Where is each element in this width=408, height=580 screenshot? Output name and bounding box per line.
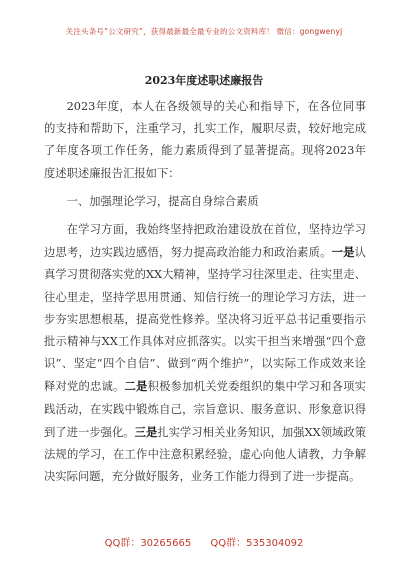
document-title: 2023年度述职述廉报告	[144, 74, 264, 87]
point-one-label: 一是	[331, 245, 355, 260]
qq-group-2: QQ群：535304092	[210, 538, 304, 549]
study-paragraph	[44, 219, 366, 488]
header-note: 关注头条号“公文研究”，获得最新最全最专业的公文资料库！ 微信：gongwenyj	[65, 27, 343, 36]
point-three-text: 扎实学习相关业务知识，加强XX领域政策法规的学习，在工作中注意积累经验，虚心向他人请教，力争解决实际问题，充分做好服务，业务工作能力得到了进一步提高。	[44, 425, 366, 484]
point-two-label: 二是	[124, 379, 148, 394]
study-intro: 在学习方面，我始终坚持把政治建设放在首位，坚持边学习边思考，边实践边感悟，努力提高政治能力和政治素质。	[44, 223, 366, 260]
document-body	[44, 96, 366, 488]
qq-group-1: QQ群：30265665	[104, 538, 192, 549]
intro-paragraph: 2023年度，本人在各级领导的关心和指导下，在各位同事的支持和帮助下，注重学习，扎实工作，履职尽责，较好地完成了年度各项工作任务，能力素质得到了显著提高。现将2023年度述职述廉报告汇报如下：	[44, 100, 366, 180]
point-three-label: 三是	[134, 424, 158, 439]
footer	[0, 534, 408, 549]
point-one-text: 认真学习贯彻落实党的XX大精神，坚持学习往深里走、往实里走、往心里走，坚持学思用贯通、知信行统一的理论学习方法，进一步夯实思想根基，提高党性修养。坚决将习近平总书记重要指示批示精神与XX工作具体对应抓落实。以实干担当来增强“四个意识”、坚定“四个自信”、做到“两个维护”，以实际工作成效来诠释对党的忠诚。	[44, 246, 366, 394]
section-heading: 一、加强理论学习，提高自身综合素质	[66, 194, 259, 208]
point-two-text: 积极参加机关党委组织的集中学习和各项实践活动，在实践中锻炼自己，宗旨意识、服务意识、形象意识得到了进一步强化。	[44, 380, 366, 439]
